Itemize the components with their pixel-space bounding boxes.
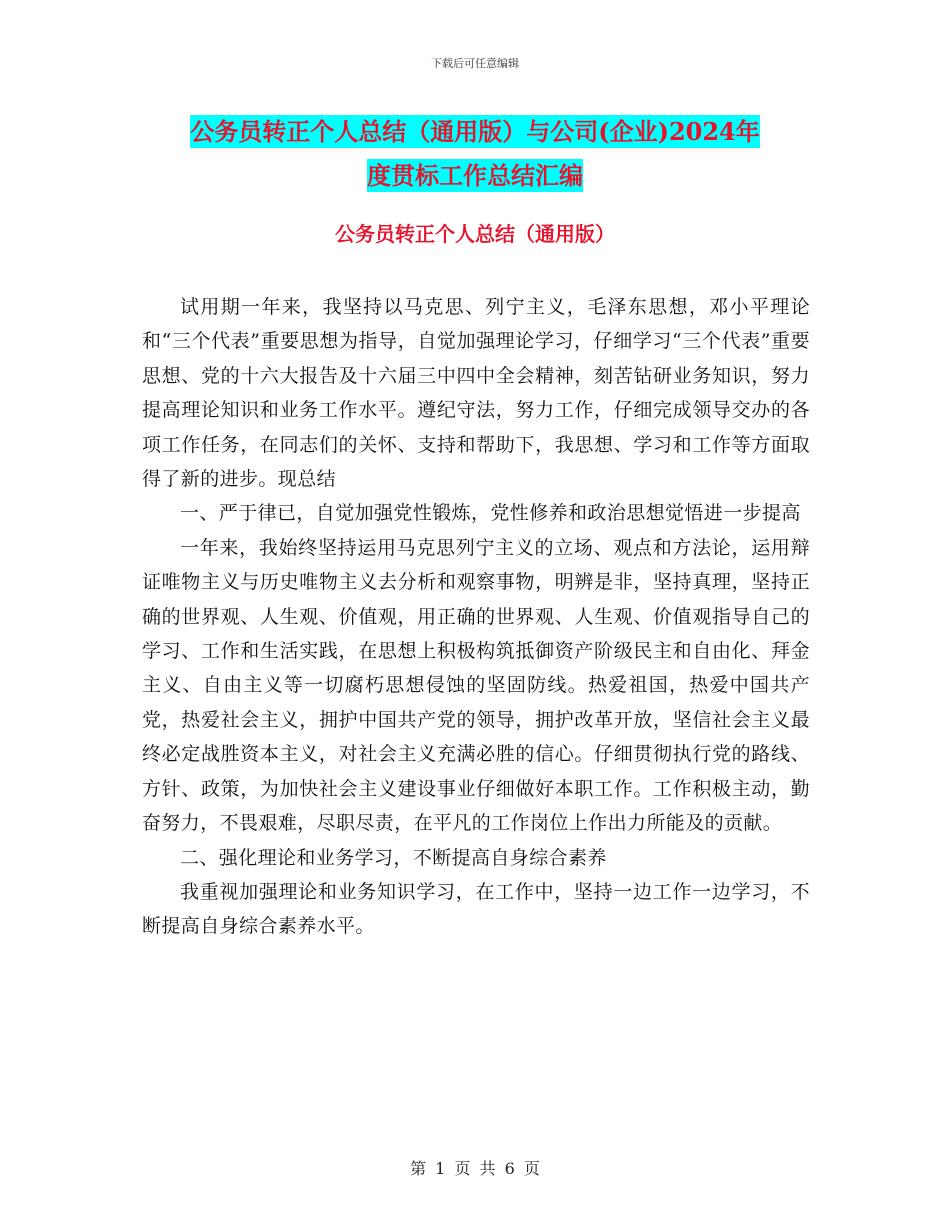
document-title-line-1: 公务员转正个人总结（通用版）与公司(企业)2024年 xyxy=(190,117,760,146)
header-note: 下载后可任意编辑 xyxy=(431,57,519,70)
page-footer: 第 1 页 共 6 页 xyxy=(410,1159,540,1178)
section-title: 公务员转正个人总结（通用版） xyxy=(335,222,615,246)
paragraph-heading-2: 二、强化理论和业务学习，不断提高自身综合素养 xyxy=(180,846,607,869)
document-title xyxy=(100,110,850,198)
paragraph-intro: 试用期一年来，我坚持以马克思、列宁主义，毛泽东思想，邓小平理论和“三个代表”重要思想为指导，自觉加强理论学习，仔细学习“三个代表”重要思想、党的十六大报告及十六届三中四中全会精神，刻苦钻研业务知识，努力提高理论知识和业务工作水平。遵纪守法，努力工作，仔细完成领导交办的各项工作任务，在同志们的关怀、支持和帮助下，我思想、学习和工作等方面取得了新的进步。现总结 xyxy=(142,296,810,491)
document-title-line-2: 度贯标工作总结汇编 xyxy=(367,161,583,190)
paragraph-heading-1: 一、严于律已，自觉加强党性锻炼，党性修养和政治思想觉悟进一步提高 xyxy=(180,502,801,525)
paragraph-body-2: 我重视加强理论和业务知识学习，在工作中，坚持一边工作一边学习，不断提高自身综合素养水平。 xyxy=(142,880,810,938)
document-body xyxy=(142,290,810,944)
paragraph-body-1: 一年来，我始终坚持运用马克思列宁主义的立场、观点和方法论，运用辩证唯物主义与历史唯物主义去分析和观察事物，明辨是非，坚持真理，坚持正确的世界观、人生观、价值观，用正确的世界观、人生观、价值观指导自己的学习、工作和生活实践，在思想上积极构筑抵御资产阶级民主和自由化、拜金主义、自由主义等一切腐朽思想侵蚀的坚固防线。热爱祖国，热爱中国共产党，热爱社会主义，拥护中国共产党的领导，拥护改革开放，坚信社会主义最终必定战胜资本主义，对社会主义充满必胜的信心。仔细贯彻执行党的路线、方针、政策，为加快社会主义建设事业仔细做好本职工作。工作积极主动，勤奋努力，不畏艰难，尽职尽责，在平凡的工作岗位上作出力所能及的贡献。 xyxy=(142,536,810,835)
